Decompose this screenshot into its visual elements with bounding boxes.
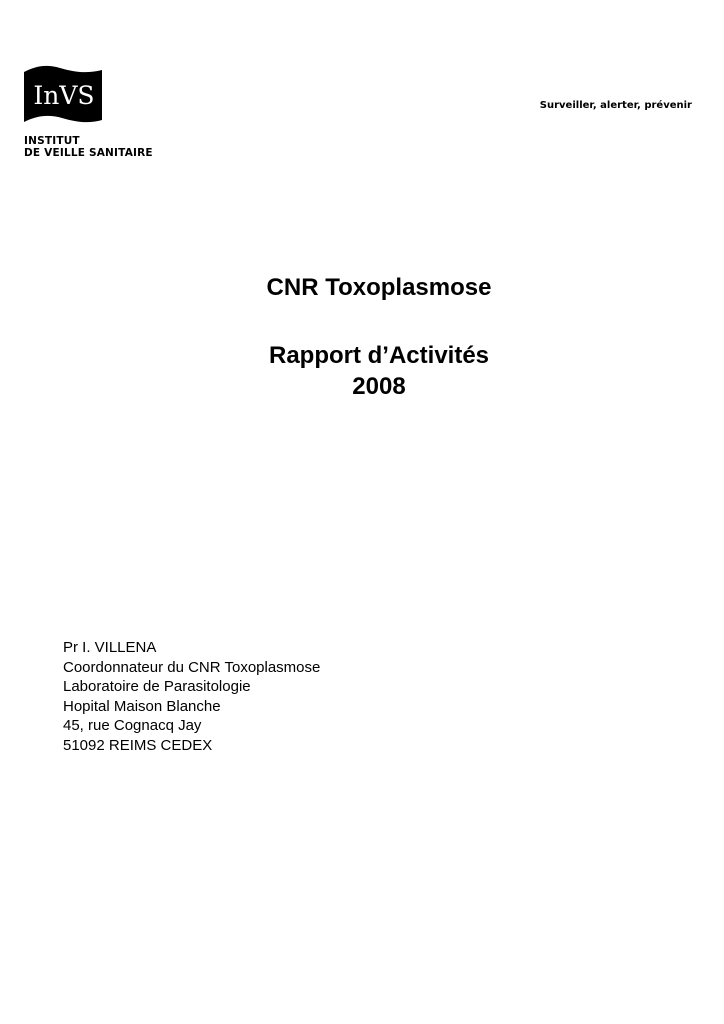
tagline: Surveiller, alerter, prévenir bbox=[539, 100, 692, 111]
address-line-hospital: Hopital Maison Blanche bbox=[63, 697, 221, 715]
address-line-author: Pr I. VILLENA bbox=[63, 639, 157, 656]
logo-name-line2: DE VEILLE SANITAIRE bbox=[24, 147, 153, 159]
invs-logo bbox=[22, 64, 152, 164]
address-line-city: 51092 REIMS CEDEX bbox=[63, 736, 213, 754]
report-year: 2008 bbox=[352, 373, 406, 400]
address-line-lab: Laboratoire de Parasitologie bbox=[63, 678, 251, 695]
address-line-street: 45, rue Cognacq Jay bbox=[63, 717, 202, 734]
logo-name-line1: INSTITUT bbox=[24, 135, 80, 147]
report-subtitle: Rapport d’Activités bbox=[268, 342, 490, 369]
report-title: CNR Toxoplasmose bbox=[266, 274, 492, 301]
address-line-role: Coordonnateur du CNR Toxoplasmose bbox=[63, 658, 321, 676]
author-address bbox=[63, 638, 320, 755]
logo-wordmark: InVS bbox=[33, 80, 95, 110]
